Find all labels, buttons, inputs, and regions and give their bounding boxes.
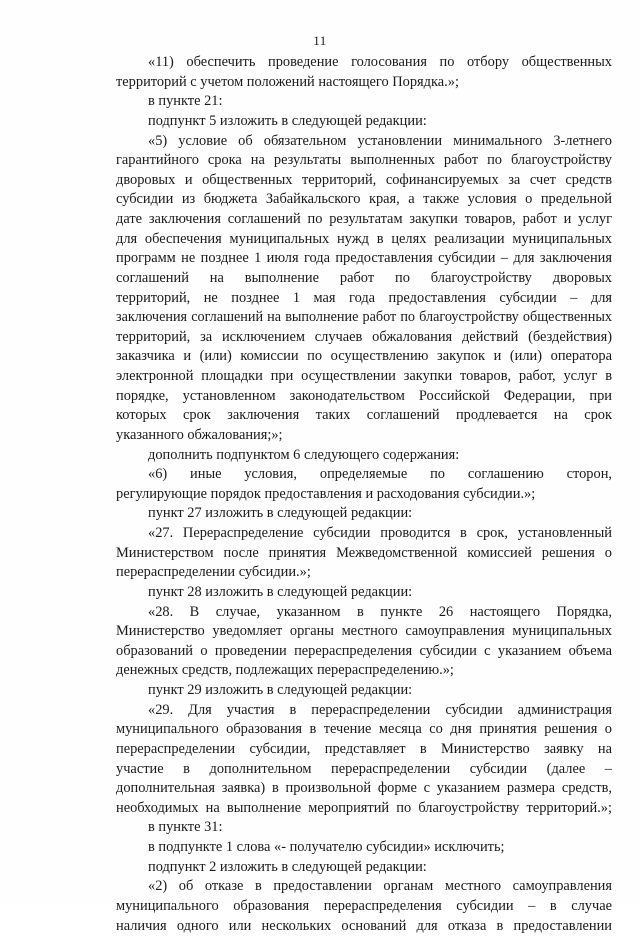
- text-line: «2) об отказе в предоставлении органам местного самоуправления: [116, 877, 612, 897]
- page-number: 11: [0, 33, 640, 49]
- text-line: Министерством после принятия Межведомственной комиссией решения о: [116, 544, 612, 564]
- text-line: которых срок заключения таких соглашений продлевается на срок: [116, 406, 612, 426]
- text-line: дате заключения соглашений по результатам закупки товаров, работ и услуг: [116, 210, 612, 230]
- text-line: пункт 28 изложить в следующей редакции:: [116, 583, 612, 603]
- text-line: Министерство уведомляет органы местного самоуправления муниципальных: [116, 622, 612, 642]
- text-line: образований о проведении перераспределения субсидии с указанием объема: [116, 642, 612, 662]
- text-line: субсидии из бюджета Забайкальского края, а также условия о предельной: [116, 190, 612, 210]
- text-line: для обеспечения муниципальных нужд в целях реализации муниципальных: [116, 230, 612, 250]
- text-line: заказчика и (или) комиссии по осуществлению закупок и (или) оператора: [116, 347, 612, 367]
- text-line: муниципального образования в течение месяца со дня принятия решения о: [116, 720, 612, 740]
- text-line: программ не позднее 1 июля года предоставления субсидии – для заключения: [116, 249, 612, 269]
- document-body: [116, 53, 612, 936]
- text-line: дворовых и общественных территорий, софинансируемых за счет средств: [116, 171, 612, 191]
- text-line: электронной площадки при осуществлении закупки товаров, работ, услуг в: [116, 367, 612, 387]
- text-line: гарантийного срока на результаты выполненных работ по благоустройству: [116, 151, 612, 171]
- text-line: территорий с учетом положений настоящего Порядка.»;: [116, 73, 612, 93]
- text-line: территорий, за исключением случаев обжалования действий (бездействия): [116, 328, 612, 348]
- text-line: необходимых на выполнение мероприятий по благоустройству территорий.»;: [116, 799, 612, 819]
- text-line: указанного обжалования;»;: [116, 426, 612, 446]
- text-line: «11) обеспечить проведение голосования по отбору общественных: [116, 53, 612, 73]
- text-line: дополнительная заявка) в произвольной форме с указанием размера средств,: [116, 779, 612, 799]
- text-line: подпункт 5 изложить в следующей редакции:: [116, 112, 612, 132]
- text-line: денежных средств, подлежащих перераспределению.»;: [116, 661, 612, 681]
- text-line: «29. Для участия в перераспределении субсидии администрация: [116, 701, 612, 721]
- text-line: «27. Перераспределение субсидии проводится в срок, установленный: [116, 524, 612, 544]
- text-line: в подпункте 1 слова «- получателю субсидии» исключить;: [116, 838, 612, 858]
- text-line: в пункте 21:: [116, 92, 612, 112]
- text-line: перераспределении субсидии, представляет в Министерство заявку на: [116, 740, 612, 760]
- text-line: перераспределении субсидии.»;: [116, 563, 612, 583]
- text-line: муниципального образования перераспределения субсидии – в случае: [116, 897, 612, 917]
- text-line: территорий, не позднее 1 мая года предоставления субсидии – для: [116, 289, 612, 309]
- text-line: дополнить подпунктом 6 следующего содержания:: [116, 446, 612, 466]
- text-line: «5) условие об обязательном установлении минимального 3-летнего: [116, 132, 612, 152]
- text-line: в пункте 31:: [116, 818, 612, 838]
- text-line: порядке, установленном законодательством Российской Федерации, при: [116, 387, 612, 407]
- text-line: пункт 29 изложить в следующей редакции:: [116, 681, 612, 701]
- text-line: соглашений на выполнение работ по благоустройству дворовых: [116, 269, 612, 289]
- text-line: пункт 27 изложить в следующей редакции:: [116, 504, 612, 524]
- text-line: наличия одного или нескольких оснований для отказа в предоставлении: [116, 917, 612, 936]
- text-line: «28. В случае, указанном в пункте 26 настоящего Порядка,: [116, 603, 612, 623]
- text-line: «6) иные условия, определяемые по соглашению сторон,: [116, 465, 612, 485]
- text-line: подпункт 2 изложить в следующей редакции:: [116, 858, 612, 878]
- text-line: регулирующие порядок предоставления и расходования субсидии.»;: [116, 485, 612, 505]
- text-line: участие в дополнительном перераспределении субсидии (далее –: [116, 760, 612, 780]
- text-line: заключения соглашений на выполнение работ по благоустройству общественных: [116, 308, 612, 328]
